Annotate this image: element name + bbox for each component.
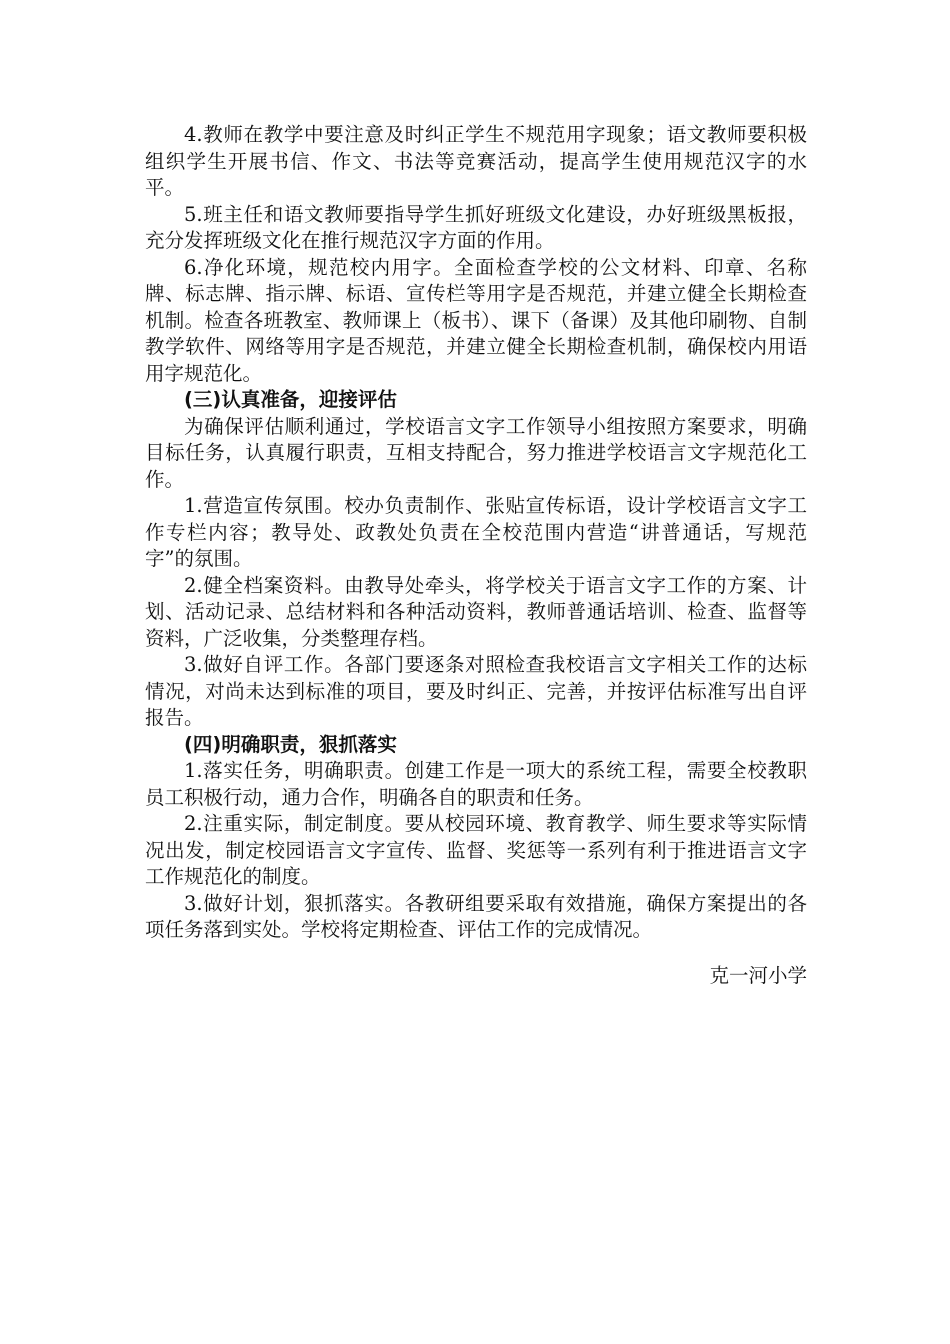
document-body (145, 122, 807, 989)
signature-school-name: 克一河小学 (709, 963, 807, 987)
paragraph-establish-rules: 2.注重实际，制定制度。要从校园环境、教育教学、师生要求等实际情况出发，制定校园语言文字宣传、监督、奖惩等一系列有利于推进语言文字工作规范化的制度。 (145, 812, 807, 888)
paragraph-create-atmosphere: 1.营造宣传氛围。校办负责制作、张贴宣传标语，设计学校语言文字工作专栏内容；教导处、政教处负责在全校范围内营造“讲普通话，写规范字”的氛围。 (145, 494, 807, 570)
paragraph-teacher-correction: 4.教师在教学中要注意及时纠正学生不规范用字现象；语文教师要积极组织学生开展书信、作文、书法等竞赛活动，提高学生使用规范汉字的水平。 (145, 123, 807, 199)
paragraph-archive-materials: 2.健全档案资料。由教导处牵头，将学校关于语言文字工作的方案、计划、活动记录、总结材料和各种活动资料，教师普通话培训、检查、监督等资料，广泛收集，分类整理存档。 (145, 573, 807, 650)
paragraph-implement-tasks: 1.落实任务，明确职责。创建工作是一项大的系统工程，需要全校教职员工积极行动，通力合作，明确各自的职责和任务。 (145, 759, 807, 809)
section-heading-clarify-duties: (四)明确职责，狠抓落实 (184, 732, 397, 756)
paragraph-purify-environment: 6.净化环境，规范校内用字。全面检查学校的公文材料、印章、名称牌、标志牌、指示牌、标语、宣传栏等用字是否规范，并建立健全长期检查机制。检查各班教室、教师课上（板书）、课下（备课）及其他印刷物、自制教学软件、网络等用字是否规范，并建立健全长期检查机制，确保校内用语用字规范化。 (145, 255, 807, 385)
paragraph-make-plans: 3.做好计划，狠抓落实。各教研组要采取有效措施，确保方案提出的各项任务落到实处。学校将定期检查、评估工作的完成情况。 (145, 891, 807, 941)
paragraph-class-culture: 5.班主任和语文教师要指导学生抓好班级文化建设，办好班级黑板报，充分发挥班级文化在推行规范汉字方面的作用。 (145, 202, 807, 252)
paragraph-self-evaluation: 3.做好自评工作。各部门要逐条对照检查我校语言文字相关工作的达标情况，对尚未达到标准的项目，要及时纠正、完善，并按评估标准写出自评报告。 (145, 653, 807, 729)
section-heading-prepare-evaluation: (三)认真准备，迎接评估 (184, 388, 397, 411)
paragraph-evaluation-intro: 为确保评估顺利通过，学校语言文字工作领导小组按照方案要求，明确目标任务，认真履行职责，互相支持配合，努力推进学校语言文字规范化工作。 (145, 414, 807, 491)
